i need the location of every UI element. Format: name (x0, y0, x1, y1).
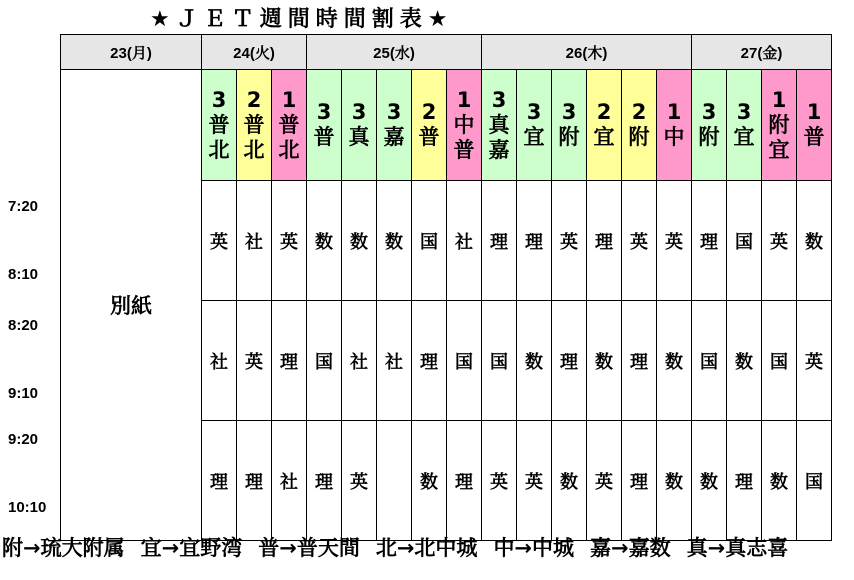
subject-cell: 英 (622, 181, 657, 301)
subject-cell: 英 (587, 421, 622, 541)
class-grade: 1 (281, 87, 297, 112)
class-school: 附 (628, 125, 650, 149)
subject-cell: 理 (692, 181, 727, 301)
class-grade: 3 (386, 100, 402, 124)
class-header-cell (377, 70, 412, 181)
subject-cell: 理 (202, 421, 237, 541)
class-header-cell (412, 70, 447, 181)
class-header-row (61, 70, 832, 181)
subject-cell: 数 (517, 301, 552, 421)
subject-cell: 英 (797, 301, 832, 421)
subject-cell: 数 (412, 421, 447, 541)
subject-cell: 国 (762, 301, 797, 421)
day-header-thu: 26(木) (482, 35, 692, 70)
class-school: 附 (558, 125, 580, 149)
legend-item: 中→中城 (493, 536, 575, 560)
time-label: 8:20 (8, 317, 39, 334)
subject-cell: 理 (587, 181, 622, 301)
monday-note: 別紙 (61, 70, 202, 541)
subject-cell: 国 (447, 301, 482, 421)
class-grade: 1 (666, 100, 682, 124)
class-header-cell (237, 70, 272, 181)
subject-cell: 理 (412, 301, 447, 421)
subject-cell: 数 (342, 181, 377, 301)
subject-cell: 理 (552, 301, 587, 421)
legend-item: 宜→宜野湾 (140, 536, 243, 560)
class-header-cell (342, 70, 377, 181)
subject-cell: 英 (762, 181, 797, 301)
class-header-cell (692, 70, 727, 181)
subject-cell: 数 (587, 301, 622, 421)
day-header-fri: 27(金) (692, 35, 832, 70)
class-grade: 1 (771, 87, 787, 112)
time-label: 9:10 (8, 385, 39, 402)
legend-footer (2, 532, 804, 562)
class-header-cell (552, 70, 587, 181)
subject-cell: 英 (342, 421, 377, 541)
class-grade: 3 (211, 87, 227, 112)
subject-cell: 英 (657, 181, 692, 301)
class-header-cell (447, 70, 482, 181)
time-label: 9:20 (8, 431, 39, 448)
class-header-cell (272, 70, 307, 181)
subject-cell: 理 (307, 421, 342, 541)
class-school: 附 (698, 125, 720, 149)
subject-cell: 国 (482, 301, 517, 421)
subject-cell: 理 (727, 421, 762, 541)
subject-cell: 数 (727, 301, 762, 421)
day-header-tue: 24(火) (202, 35, 307, 70)
timetable (60, 34, 832, 541)
subject-cell: 理 (622, 301, 657, 421)
class-school: 普北 (208, 112, 230, 162)
subject-cell: 社 (447, 181, 482, 301)
class-header-cell (657, 70, 692, 181)
class-header-cell (587, 70, 622, 181)
subject-cell: 国 (727, 181, 762, 301)
page-title: ★ＪＥＴ週間時間割表★ (150, 7, 454, 32)
class-school: 真嘉 (488, 112, 510, 162)
subject-cell: 国 (692, 301, 727, 421)
class-school: 普 (418, 125, 440, 149)
subject-cell: 理 (482, 181, 517, 301)
legend-item: 嘉→嘉数 (590, 536, 671, 560)
subject-cell: 英 (272, 181, 307, 301)
class-school: 普北 (278, 112, 300, 162)
day-header-mon: 23(月) (61, 35, 202, 70)
subject-cell (377, 421, 412, 541)
class-header-cell (307, 70, 342, 181)
subject-cell: 理 (237, 421, 272, 541)
class-grade: 2 (246, 87, 262, 112)
class-grade: 3 (736, 100, 752, 124)
class-school: 附宜 (768, 112, 790, 162)
subject-cell: 社 (377, 301, 412, 421)
class-grade: 2 (631, 100, 647, 124)
day-header-wed: 25(水) (307, 35, 482, 70)
class-school: 普 (803, 125, 825, 149)
subject-cell: 英 (202, 181, 237, 301)
subject-cell: 数 (307, 181, 342, 301)
class-school: 普 (313, 125, 335, 149)
class-grade: 1 (806, 100, 822, 124)
subject-cell: 国 (797, 421, 832, 541)
subject-cell: 数 (552, 421, 587, 541)
subject-cell: 英 (237, 301, 272, 421)
subject-cell: 社 (202, 301, 237, 421)
legend-item: 附→琉大附属 (2, 536, 125, 560)
class-school: 普北 (243, 112, 265, 162)
subject-cell: 国 (412, 181, 447, 301)
subject-cell: 数 (692, 421, 727, 541)
time-label: 8:10 (8, 266, 39, 283)
subject-cell: 理 (517, 181, 552, 301)
subject-cell: 理 (272, 301, 307, 421)
class-grade: 3 (561, 100, 577, 124)
class-header-cell (762, 70, 797, 181)
subject-cell: 社 (342, 301, 377, 421)
class-school: 中 (663, 125, 685, 149)
class-header-cell (482, 70, 517, 181)
time-label: 7:20 (8, 198, 39, 215)
day-header-row (61, 35, 832, 70)
class-school: 宜 (733, 125, 755, 149)
subject-cell: 数 (657, 301, 692, 421)
class-school: 宜 (523, 125, 545, 149)
class-header-cell (622, 70, 657, 181)
subject-cell: 社 (272, 421, 307, 541)
legend-item: 北→北中城 (375, 536, 478, 560)
class-school: 中普 (453, 112, 475, 162)
time-label: 10:10 (8, 499, 47, 516)
class-school: 嘉 (383, 125, 405, 149)
subject-cell: 英 (482, 421, 517, 541)
subject-cell: 理 (622, 421, 657, 541)
class-header-cell (202, 70, 237, 181)
subject-cell: 数 (762, 421, 797, 541)
legend-item: 普→普天間 (258, 536, 360, 560)
subject-cell: 数 (797, 181, 832, 301)
legend-item: 真→真志喜 (686, 536, 789, 560)
class-grade: 3 (701, 100, 717, 124)
subject-cell: 英 (517, 421, 552, 541)
class-school: 真 (348, 125, 370, 149)
subject-cell: 英 (552, 181, 587, 301)
subject-cell: 数 (377, 181, 412, 301)
class-grade: 3 (316, 100, 332, 124)
subject-cell: 社 (237, 181, 272, 301)
class-grade: 2 (421, 100, 437, 124)
class-grade: 1 (456, 87, 472, 112)
class-header-cell (727, 70, 762, 181)
class-grade: 3 (351, 100, 367, 124)
class-header-cell (797, 70, 832, 181)
class-grade: 2 (596, 100, 612, 124)
subject-cell: 理 (447, 421, 482, 541)
class-header-cell (517, 70, 552, 181)
subject-cell: 国 (307, 301, 342, 421)
class-school: 宜 (593, 125, 615, 149)
class-grade: 3 (526, 100, 542, 124)
class-grade: 3 (491, 87, 507, 112)
subject-cell: 数 (657, 421, 692, 541)
